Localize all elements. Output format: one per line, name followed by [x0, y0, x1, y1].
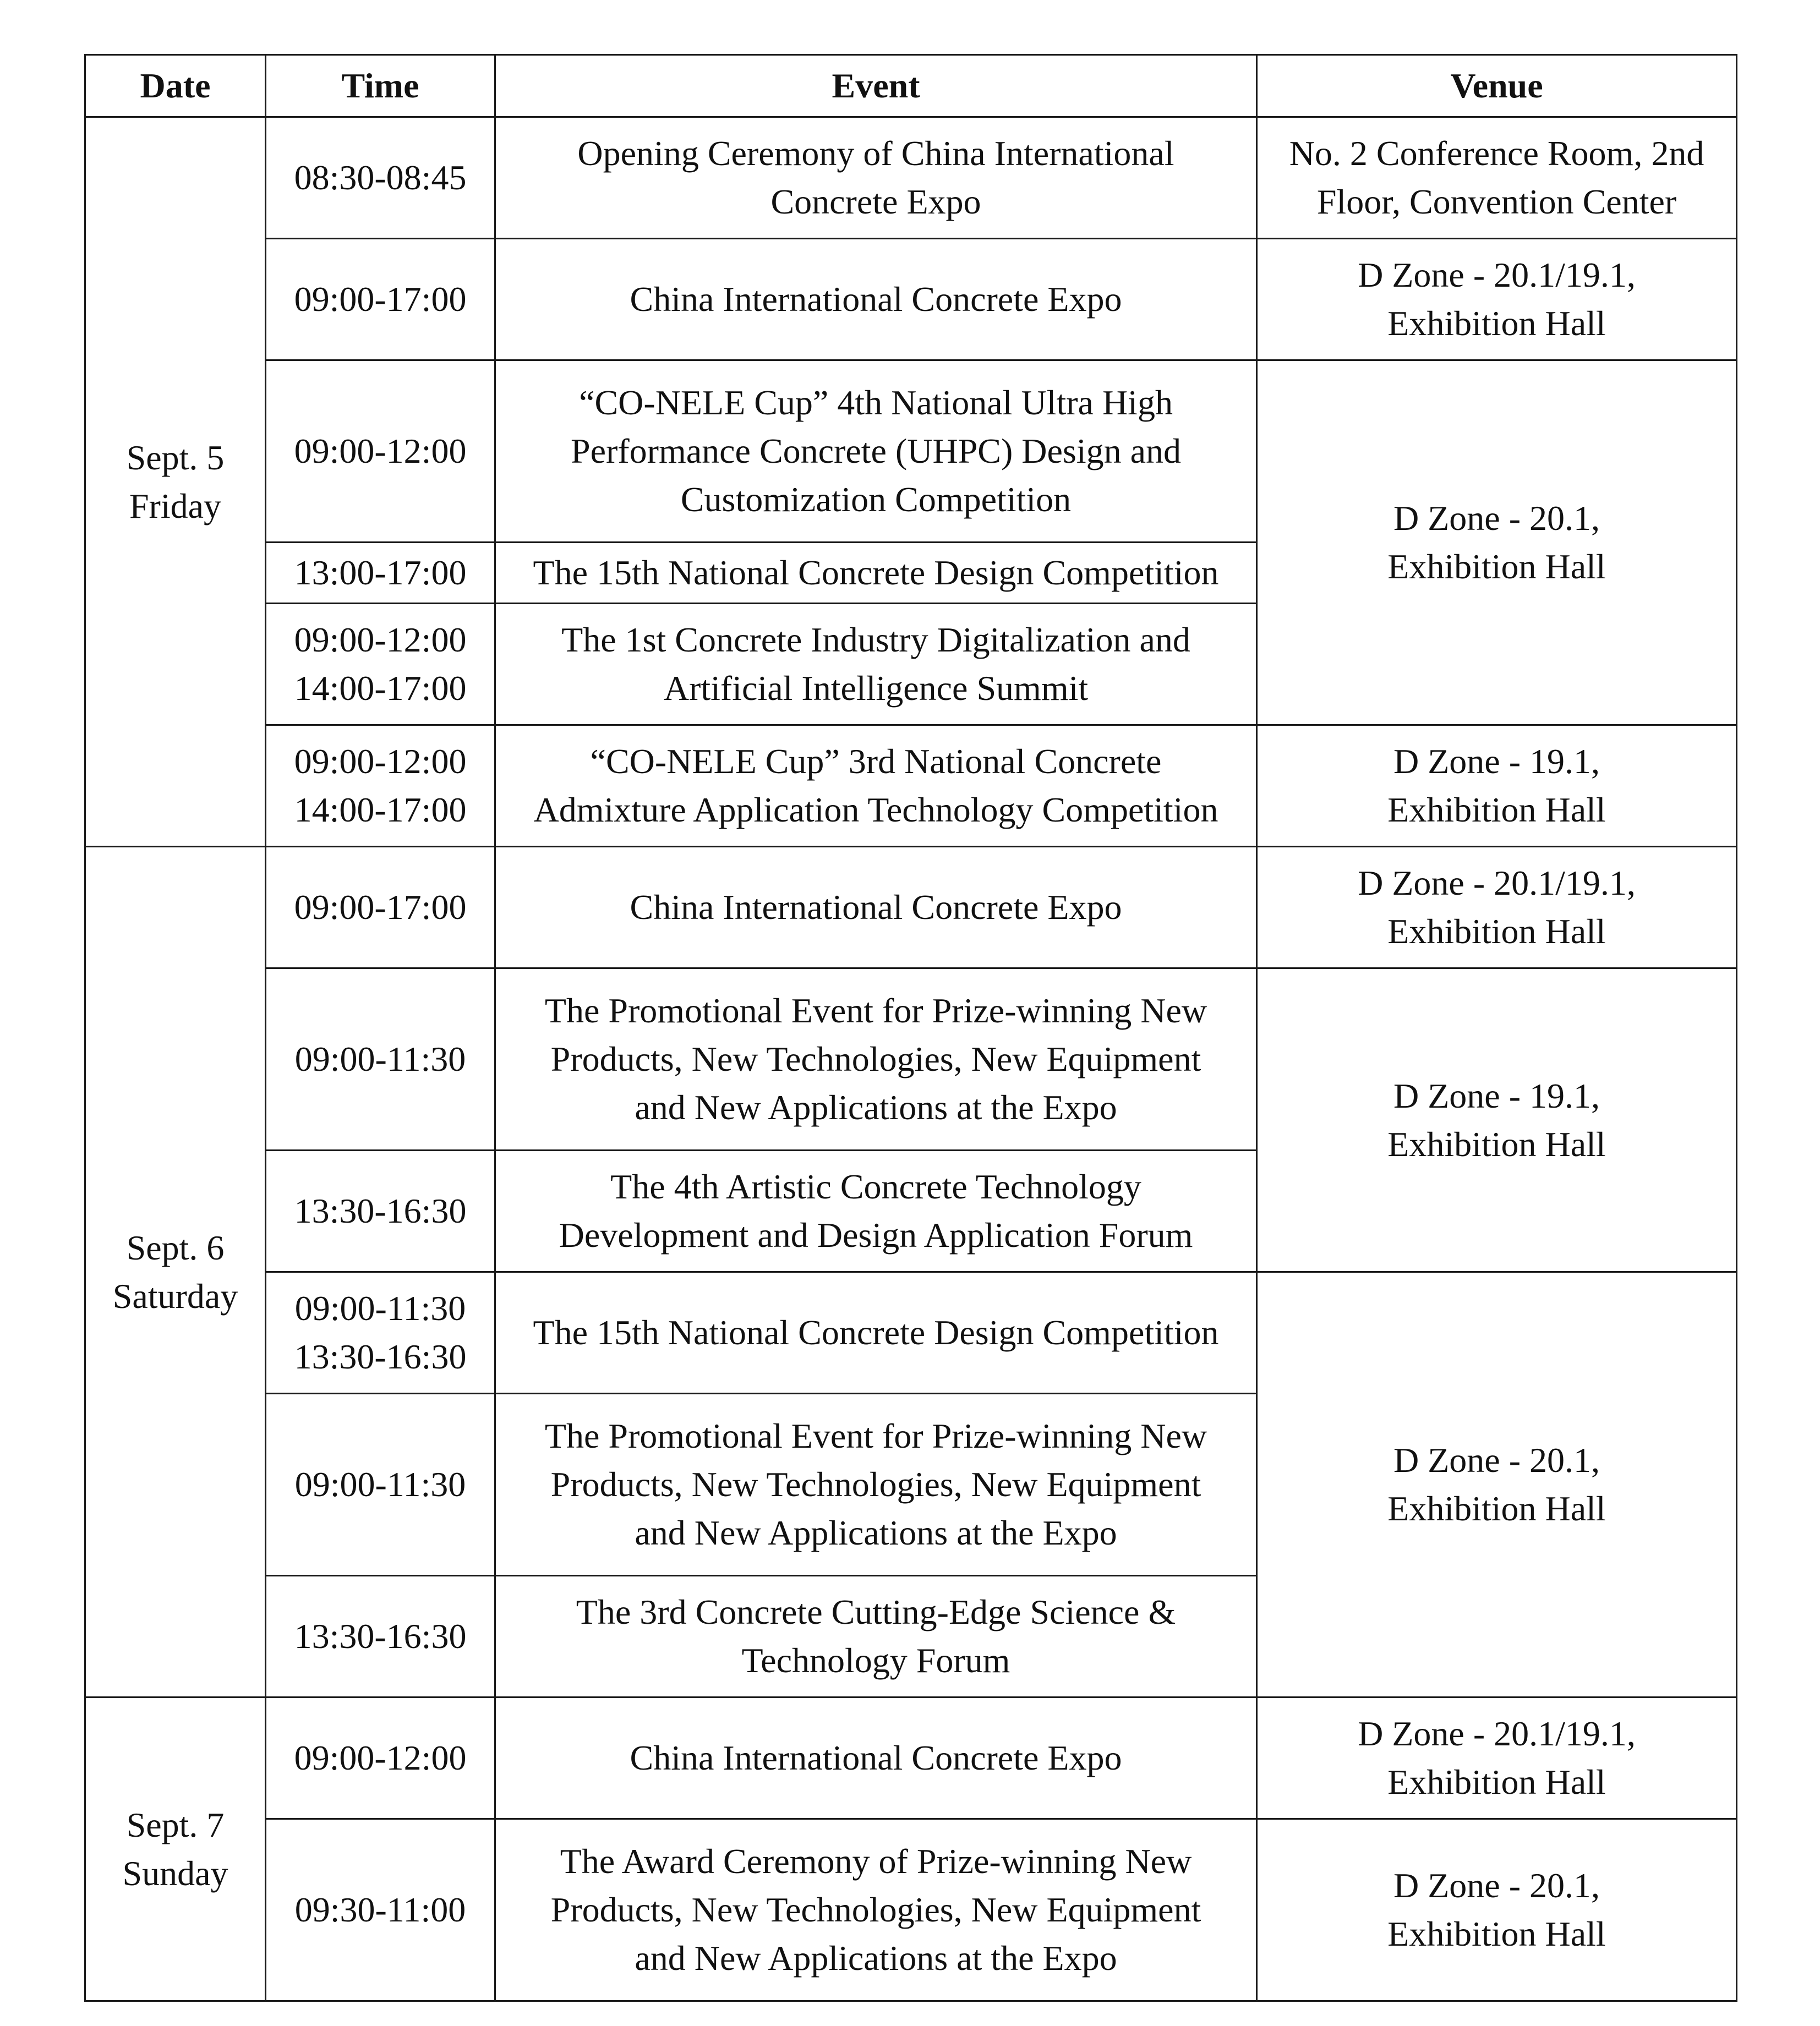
- table-row: [85, 360, 1737, 543]
- event-cell: The 15th National Concrete Design Competition: [495, 543, 1257, 604]
- event-cell: The Promotional Event for Prize-winning New Products, New Technologies, New Equipment and New Applications at the Expo: [495, 1394, 1257, 1576]
- table-row: [85, 1698, 1737, 1819]
- schedule-table: [84, 54, 1737, 2002]
- event-cell: The Promotional Event for Prize-winning New Products, New Technologies, New Equipment and New Applications at the Expo: [495, 968, 1257, 1151]
- table-row: [85, 239, 1737, 360]
- weekday-line: Friday: [129, 486, 222, 525]
- time-cell: 08:30-08:45: [266, 117, 495, 239]
- event-cell: Opening Ceremony of China International Concrete Expo: [495, 117, 1257, 239]
- event-cell: China International Concrete Expo: [495, 1698, 1257, 1819]
- header-date: Date: [85, 55, 266, 117]
- venue-cell: D Zone - 20.1/19.1, Exhibition Hall: [1257, 847, 1737, 968]
- time-cell: 13:30-16:30: [266, 1151, 495, 1272]
- time-cell: 09:30-11:00: [266, 1819, 495, 2001]
- time-cell: 13:30-16:30: [266, 1576, 495, 1698]
- table-row: [85, 725, 1737, 847]
- header-row: [85, 55, 1737, 117]
- time-cell: 09:00-11:30 13:30-16:30: [266, 1272, 495, 1394]
- event-cell: “CO-NELE Cup” 3rd National Concrete Admixture Application Technology Competition: [495, 725, 1257, 847]
- table-row: [85, 117, 1737, 239]
- date-cell: [85, 847, 266, 1698]
- venue-cell: D Zone - 20.1, Exhibition Hall: [1257, 360, 1737, 725]
- weekday-line: Saturday: [112, 1276, 238, 1316]
- time-cell: 09:00-12:00: [266, 1698, 495, 1819]
- event-cell: The 4th Artistic Concrete Technology Development and Design Application Forum: [495, 1151, 1257, 1272]
- date-cell: [85, 1698, 266, 2001]
- venue-cell: D Zone - 20.1, Exhibition Hall: [1257, 1819, 1737, 2001]
- weekday-line: Sunday: [122, 1853, 228, 1893]
- venue-cell: D Zone - 20.1/19.1, Exhibition Hall: [1257, 1698, 1737, 1819]
- time-cell: 09:00-12:00 14:00-17:00: [266, 725, 495, 847]
- venue-cell: D Zone - 19.1, Exhibition Hall: [1257, 725, 1737, 847]
- time-cell: 09:00-17:00: [266, 239, 495, 360]
- header-time: Time: [266, 55, 495, 117]
- event-cell: “CO-NELE Cup” 4th National Ultra High Performance Concrete (UHPC) Design and Customization Competition: [495, 360, 1257, 543]
- time-cell: 13:00-17:00: [266, 543, 495, 604]
- venue-cell: D Zone - 20.1, Exhibition Hall: [1257, 1272, 1737, 1698]
- table-row: [85, 968, 1737, 1151]
- time-cell: 09:00-12:00 14:00-17:00: [266, 604, 495, 725]
- event-cell: The 3rd Concrete Cutting-Edge Science & Technology Forum: [495, 1576, 1257, 1698]
- time-cell: 09:00-12:00: [266, 360, 495, 543]
- header-event: Event: [495, 55, 1257, 117]
- event-cell: China International Concrete Expo: [495, 239, 1257, 360]
- venue-cell: D Zone - 20.1/19.1, Exhibition Hall: [1257, 239, 1737, 360]
- event-cell: The Award Ceremony of Prize-winning New Products, New Technologies, New Equipment and New Applications at the Expo: [495, 1819, 1257, 2001]
- venue-cell: No. 2 Conference Room, 2nd Floor, Convention Center: [1257, 117, 1737, 239]
- table-row: [85, 1272, 1737, 1394]
- table-row: [85, 847, 1737, 968]
- event-cell: The 15th National Concrete Design Competition: [495, 1272, 1257, 1394]
- time-cell: 09:00-17:00: [266, 847, 495, 968]
- event-cell: China International Concrete Expo: [495, 847, 1257, 968]
- date-line: Sept. 5: [126, 437, 225, 477]
- date-cell: [85, 117, 266, 847]
- event-cell: The 1st Concrete Industry Digitalization and Artificial Intelligence Summit: [495, 604, 1257, 725]
- table-row: [85, 1819, 1737, 2001]
- time-cell: 09:00-11:30: [266, 1394, 495, 1576]
- date-line: Sept. 7: [126, 1805, 225, 1844]
- header-venue: Venue: [1257, 55, 1737, 117]
- time-cell: 09:00-11:30: [266, 968, 495, 1151]
- date-line: Sept. 6: [126, 1228, 225, 1267]
- venue-cell: D Zone - 19.1, Exhibition Hall: [1257, 968, 1737, 1272]
